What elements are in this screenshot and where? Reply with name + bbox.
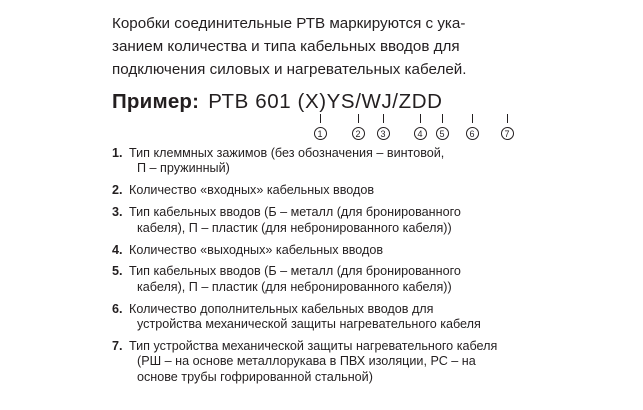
list-item-number: 2.	[112, 183, 123, 198]
marker-3-number: 3	[377, 127, 390, 140]
list-item-text	[129, 264, 597, 295]
list-item-number: 5.	[112, 264, 123, 279]
list-item	[112, 205, 597, 236]
marker-7	[499, 114, 515, 142]
list-item-number: 6.	[112, 301, 123, 316]
intro-line-2-text: занием количества и типа кабельных вводов для	[112, 38, 460, 55]
legend-list	[112, 146, 597, 385]
marker-2	[350, 114, 366, 142]
marker-2-number: 2	[352, 127, 365, 140]
list-item-line: (РШ – на основе металлорукава в ПВХ изоляции, РС – на	[137, 354, 476, 369]
list-item-line: кабеля), П – пластик (для небронированного кабеля))	[137, 220, 452, 235]
list-item-line: Количество «выходных» кабельных вводов	[129, 242, 384, 257]
list-item-text	[129, 243, 597, 258]
marker-tick-icon	[442, 114, 443, 123]
list-item-number: 4.	[112, 242, 123, 257]
marker-tick-icon	[507, 114, 508, 123]
marker-tick-icon	[320, 114, 321, 123]
marker-1	[312, 114, 328, 142]
list-item	[112, 243, 597, 258]
marker-7-number: 7	[501, 127, 514, 140]
list-item-text	[129, 302, 597, 333]
intro-line-3-text: подключения силовых и нагревательных кабелей.	[112, 61, 467, 78]
list-item-text	[129, 146, 597, 177]
marker-3	[375, 114, 391, 142]
example-block	[112, 90, 597, 114]
intro-line-2	[112, 35, 597, 58]
list-item-line: кабеля), П – пластик (для небронированного кабеля))	[137, 279, 452, 294]
list-item-line: устройства механической защиты нагревательного кабеля	[137, 317, 481, 332]
marker-5-number: 5	[436, 127, 449, 140]
marker-tick-icon	[358, 114, 359, 123]
list-item-number: 1.	[112, 146, 123, 160]
list-item-number: 7.	[112, 339, 123, 354]
list-item-line: основе трубы гофрированной стальной)	[137, 369, 373, 384]
intro-line-1-text: Коробки соединительные РТВ маркируются с ука-	[112, 15, 466, 32]
list-item-line: Количество «входных» кабельных вводов	[129, 183, 375, 198]
list-item-text	[129, 339, 597, 385]
list-item-text	[129, 183, 597, 198]
list-item-line: П – пружинный)	[137, 161, 230, 176]
marker-row	[112, 114, 597, 144]
list-item-number: 3.	[112, 205, 123, 220]
marker-4-number: 4	[414, 127, 427, 140]
list-item	[112, 339, 597, 385]
list-item-line: Тип кабельных вводов (Б – металл (для бронированного	[129, 264, 461, 279]
marker-4	[412, 114, 428, 142]
marker-1-number: 1	[314, 127, 327, 140]
example-code: РТВ 601 (Х)YS/WJ/ZDD	[208, 90, 443, 113]
intro-line-1	[112, 12, 597, 35]
list-item-text	[129, 205, 597, 236]
list-item	[112, 302, 597, 333]
list-item-line: Тип клеммных зажимов (без обозначения – винтовой,	[129, 146, 445, 160]
list-item-line: Тип кабельных вводов (Б – металл (для бронированного	[129, 205, 461, 220]
list-item-line: Количество дополнительных кабельных вводов для	[129, 301, 434, 316]
example-label: Пример:	[112, 90, 200, 113]
list-item	[112, 183, 597, 198]
marker-6-number: 6	[466, 127, 479, 140]
marker-tick-icon	[420, 114, 421, 123]
marker-tick-icon	[472, 114, 473, 123]
marker-6	[464, 114, 480, 142]
marker-tick-icon	[383, 114, 384, 123]
intro-line-3	[112, 58, 597, 81]
list-item-line: Тип устройства механической защиты нагревательного кабеля	[129, 339, 498, 354]
marker-5	[434, 114, 450, 142]
intro-paragraph	[112, 12, 597, 81]
list-item	[112, 264, 597, 295]
list-item	[112, 146, 597, 177]
